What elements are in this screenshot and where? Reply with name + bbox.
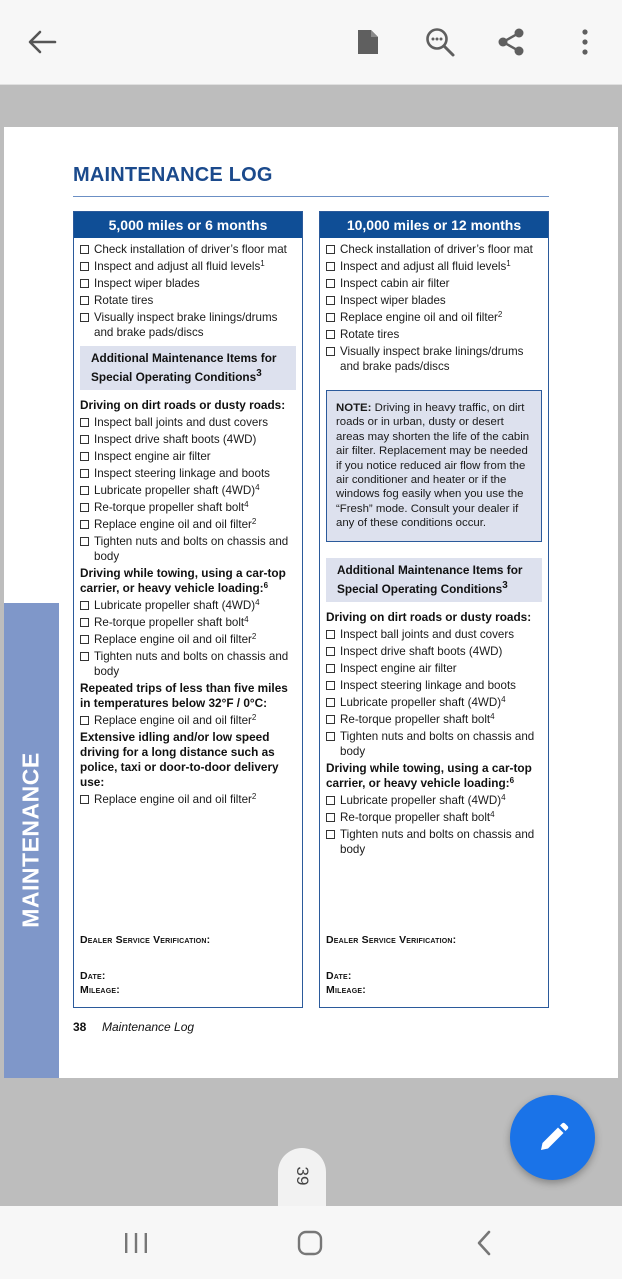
checklist-item [80,259,296,274]
checklist-item-text: Rotate tires [94,294,154,307]
share-icon [496,27,526,57]
checklist-item [80,276,296,291]
note-box [326,390,542,542]
checkbox-icon [326,647,335,656]
checklist-item [326,644,542,659]
checkbox-icon [80,537,89,546]
section-heading [80,566,296,596]
section-heading: Extensive idling and/or low speed driving for a long distance such as police, taxi or door-to-door delivery use: [80,729,279,789]
checkbox-icon [80,652,89,661]
checklist-item [326,327,542,342]
checklist-item [80,432,296,447]
checklist-item-text: Inspect wiper blades [340,294,446,307]
checkbox-icon [326,681,335,690]
checklist-item-text: Re-torque propeller shaft bolt [340,712,491,726]
section-heading [326,761,542,791]
additional-title: Additional Maintenance Items for Special Operating Conditions [337,562,523,596]
footnote-ref: 4 [255,597,260,607]
additional-items-box [326,558,542,602]
date-label: Date: [80,970,106,982]
checklist-item [80,415,296,430]
checklist-item-text: Inspect engine air filter [340,661,457,675]
nav-back-button[interactable] [464,1226,504,1260]
checklist-item [80,649,296,679]
note-label: NOTE: [336,402,372,414]
footnote-ref: 2 [251,516,257,526]
checklist-item-text: Re-torque propeller shaft bolt [94,500,245,514]
checkbox-icon [80,486,89,495]
checklist-item [326,810,542,825]
footnote-ref: 2 [251,712,257,722]
app-toolbar [0,0,622,85]
checkbox-icon [80,469,89,478]
dealer-verification-label: Dealer Service Verification: [80,934,211,946]
date-label: Date: [326,970,352,982]
footnote-ref: 4 [490,711,495,721]
checklist-item-text: Lubricate propeller shaft (4WD) [340,695,502,709]
footnote-ref: 4 [244,499,249,509]
zoom-search-icon [424,26,456,58]
checklist-item [80,466,296,481]
checklist-item-text: Inspect drive shaft boots (4WD) [94,432,257,446]
log-column-10000 [319,211,549,1008]
checklist [326,627,542,759]
checkbox-icon [80,245,89,254]
checkbox-icon [80,618,89,627]
checklist-item [326,793,542,808]
checklist-item [80,310,296,340]
checkbox-icon [326,296,335,305]
checklist [326,242,542,374]
checklist-item [80,598,296,613]
back-button[interactable] [22,22,62,62]
checkbox-icon [326,279,335,288]
checkbox-icon [326,732,335,741]
checklist [80,598,296,679]
checklist-item-text: Tighten nuts and bolts on chassis and body [94,534,289,563]
checklist-item-text: Re-torque propeller shaft bolt [340,810,491,824]
checkbox-icon [326,813,335,822]
recents-button[interactable] [116,1226,156,1260]
checkbox-icon [80,418,89,427]
checkbox-icon [326,664,335,673]
footnote-ref: 4 [501,694,506,704]
checklist-item-text: Replace engine oil and oil filter [94,632,252,646]
checklist-item-text: Inspect steering linkage and boots [340,678,516,692]
more-vert-icon [581,28,589,56]
checkbox-icon [326,245,335,254]
checklist-item-text: Inspect steering linkage and boots [94,466,270,480]
system-nav-bar [0,1206,622,1279]
checklist-item [326,627,542,642]
checklist [326,793,542,857]
checklist-item-text: Inspect ball joints and dust covers [94,415,269,429]
footnote-ref: 6 [263,580,269,590]
checklist-item-text: Inspect cabin air filter [340,277,450,290]
checklist-item-text: Lubricate propeller shaft (4WD) [94,483,256,497]
additional-title: Additional Maintenance Items for Special Operating Conditions [91,351,277,384]
more-options-button[interactable] [565,22,605,62]
checklist [80,415,296,564]
checkbox-icon [326,347,335,356]
checklist-item-text: Inspect drive shaft boots (4WD) [340,644,503,658]
column-header: 5,000 miles or 6 months [74,212,302,238]
checklist-item [80,615,296,630]
checkbox-icon [326,330,335,339]
checkbox-icon [326,796,335,805]
arrow-left-icon [27,30,57,54]
checklist-item-text: Visually inspect brake linings/drums and brake pads/discs [340,345,524,373]
checkbox-icon [80,313,89,322]
checklist-item [80,517,296,532]
search-button[interactable] [420,22,460,62]
checklist-item [326,259,542,274]
recents-icon [123,1231,149,1255]
title-divider [73,196,549,197]
checklist-item-text: Inspect and adjust all fluid levels [340,260,507,273]
checkbox-icon [80,435,89,444]
checklist-item [80,534,296,564]
footnote-ref: 4 [255,482,260,492]
checklist-item [326,695,542,710]
footnote-ref: 4 [490,809,495,819]
note-text: Driving in heavy traffic, on dirt roads or in urban, dusty or desert areas may shorten the life of the cabin air filter. Replacement may be needed if you notice reduced air flow from the air conditioner and heater or if the windows fog easily when you use the “Fresh” mode. Consult your dealer if any of these conditions occur. [336,402,530,530]
footnote-ref: 2 [251,631,257,641]
checklist-item-text: Inspect engine air filter [94,449,211,463]
checklist-item [80,792,296,807]
checkbox-icon [80,503,89,512]
footnote-ref: 4 [501,792,506,802]
checklist-item [326,678,542,693]
side-section-tab [4,603,59,1078]
checklist [80,713,296,728]
checklist-item [80,483,296,498]
footnote-ref: 6 [509,775,515,785]
checkbox-icon [80,279,89,288]
checklist-item [80,500,296,515]
checklist-item [326,712,542,727]
section-heading: Driving on dirt roads or dusty roads: [326,609,532,624]
checklist-item [80,449,296,464]
checkbox-icon [326,630,335,639]
checklist-item-text: Replace engine oil and oil filter [340,311,498,324]
checklist-item-text: Rotate tires [340,328,400,341]
footnote-ref: 3 [256,368,262,379]
checkbox-icon [80,520,89,529]
share-button[interactable] [491,22,531,62]
log-column-5000 [73,211,303,1008]
checklist-item-text: Tighten nuts and bolts on chassis and body [340,729,535,758]
checklist-item-text: Re-torque propeller shaft bolt [94,615,245,629]
checklist-item [326,310,542,325]
footnote-ref: 4 [244,614,249,624]
checklist-item-text: Lubricate propeller shaft (4WD) [94,598,256,612]
checkbox-icon [80,601,89,610]
section-heading: Repeated trips of less than five miles in temperatures below 32°F / 0°C: [80,680,288,710]
checklist-item-text: Check installation of driver’s floor mat [340,243,533,256]
checklist-item [80,713,296,728]
page-footer-label: Maintenance Log [102,1020,195,1034]
checkbox-icon [80,262,89,271]
checklist-item-text: Tighten nuts and bolts on chassis and body [94,649,289,678]
checklist-item-text: Inspect wiper blades [94,277,200,290]
mileage-label: Mileage: [80,984,120,996]
checklist-item-text: Check installation of driver’s floor mat [94,243,287,256]
checklist-item-text: Tighten nuts and bolts on chassis and body [340,827,535,856]
section-heading: Driving on dirt roads or dusty roads: [80,397,286,412]
footnote-ref: 3 [502,579,508,591]
home-icon [296,1229,324,1257]
checklist-item [80,242,296,257]
checklist-item [326,827,542,857]
page-indicator-number: 39 [293,1166,312,1186]
checkbox-icon [80,635,89,644]
column-header: 10,000 miles or 12 months [320,212,548,238]
mileage-label: Mileage: [326,984,366,996]
checklist-item [80,293,296,308]
footnote-ref: 1 [260,259,265,268]
checklist-item [326,293,542,308]
checkbox-icon [326,262,335,271]
checklist-item [80,632,296,647]
document-icon [356,28,380,56]
nav-back-icon [474,1229,494,1257]
checklist-item [326,276,542,291]
edit-fab-button[interactable] [510,1095,595,1180]
section-heading-text: Driving while towing, using a car-top carrier, or heavy vehicle loading: [326,760,532,790]
checkbox-icon [326,830,335,839]
checkbox-icon [326,715,335,724]
checkbox-icon [326,698,335,707]
document-page[interactable] [4,127,618,1078]
checkbox-icon [80,795,89,804]
footnote-ref: 2 [497,310,503,319]
checkbox-icon [326,313,335,322]
dealer-verification-label: Dealer Service Verification: [326,934,457,946]
checklist-item-text: Replace engine oil and oil filter [94,517,252,531]
checklist [80,242,296,340]
document-info-button[interactable] [348,22,388,62]
checklist-item [326,729,542,759]
checklist-item [326,242,542,257]
page-number: 38 [73,1020,87,1034]
checklist-item-text: Replace engine oil and oil filter [94,792,252,806]
page-title: MAINTENANCE LOG [73,164,273,186]
checkbox-icon [80,296,89,305]
side-tab-label: MAINTENANCE [17,752,44,928]
footnote-ref: 2 [251,791,257,801]
checklist [80,792,296,807]
home-button[interactable] [290,1226,330,1260]
section-heading-text: Driving while towing, using a car-top carrier, or heavy vehicle loading: [80,565,286,595]
checklist-item-text: Replace engine oil and oil filter [94,713,252,727]
checklist-item [326,661,542,676]
checkbox-icon [80,452,89,461]
checklist-item-text: Lubricate propeller shaft (4WD) [340,793,502,807]
checklist-item-text: Visually inspect brake linings/drums and brake pads/discs [94,311,278,339]
checkbox-icon [80,716,89,725]
checklist-item [326,344,542,374]
checklist-item-text: Inspect ball joints and dust covers [340,627,515,641]
checklist-item-text: Inspect and adjust all fluid levels [94,260,261,273]
footnote-ref: 1 [506,259,511,268]
additional-items-box [80,346,296,390]
edit-pencil-icon [536,1121,570,1155]
